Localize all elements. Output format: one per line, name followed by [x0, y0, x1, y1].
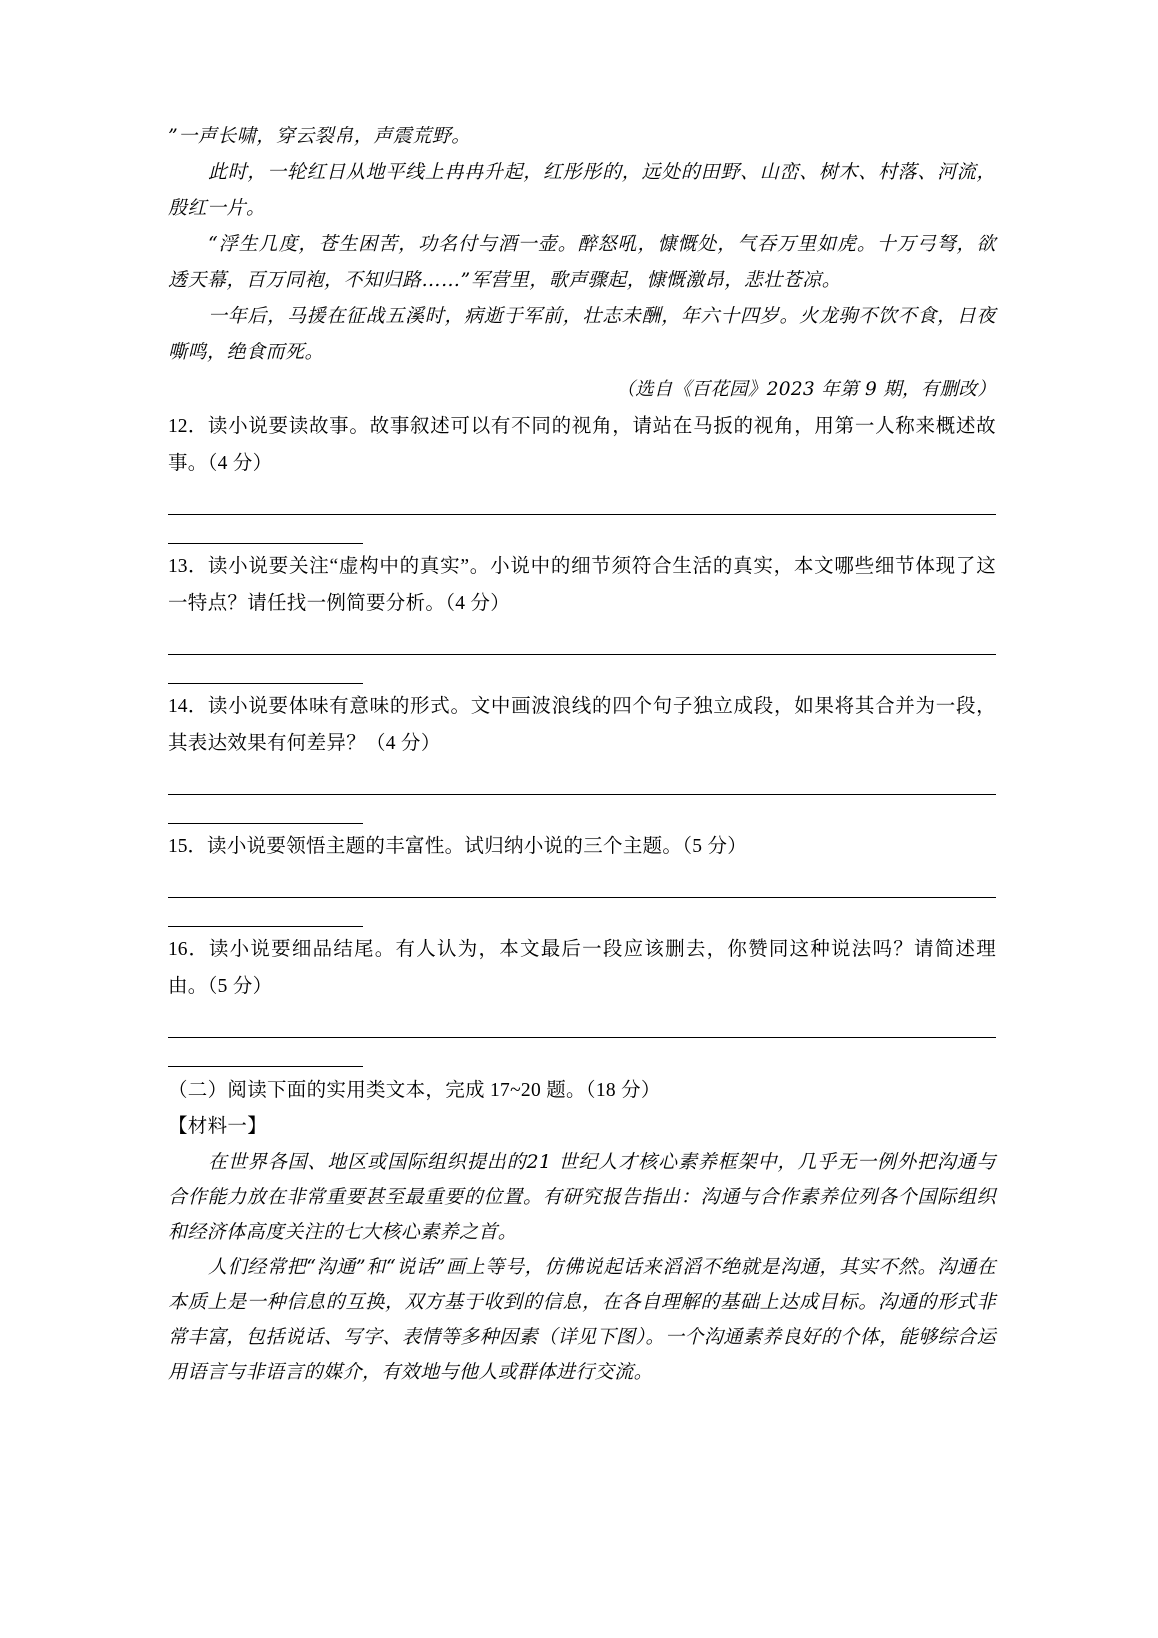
question-13: [168, 548, 996, 622]
story-paragraph-2: 此时，一轮红日从地平线上冉冉升起，红彤彤的，远处的田野、山峦、树木、村落、河流，殷红一片。: [168, 161, 996, 219]
answer-line[interactable]: [168, 515, 363, 544]
question-12-number: 12．: [168, 416, 208, 437]
story-source: （选自《百花园》2023 年第 9 期，有删改）: [616, 379, 996, 400]
question-14-text: 读小说要体味有意味的形式。文中画波浪线的四个句子独立成段，如果将其合并为一段，其表达效果有何差异？（4 分）: [168, 696, 996, 754]
question-16-text: 读小说要细品结尾。有人认为，本文最后一段应该删去，你赞同这种说法吗？请简述理由。（5 分）: [168, 939, 996, 997]
story-paragraph-4: 一年后，马援在征战五溪时，病逝于军前，壮志未酬，年六十四岁。火龙驹不饮不食，日夜嘶鸣，绝食而死。: [168, 305, 996, 363]
answer-line[interactable]: [168, 626, 996, 655]
question-16-number: 16．: [168, 939, 209, 960]
answer-line[interactable]: [168, 869, 996, 898]
answer-area-14[interactable]: [168, 766, 996, 824]
answer-line[interactable]: [168, 766, 996, 795]
question-14-number: 14．: [168, 696, 208, 717]
answer-area-15[interactable]: [168, 869, 996, 927]
question-13-number: 13．: [168, 556, 208, 577]
answer-line[interactable]: [168, 655, 363, 684]
question-15-text: 读小说要领悟主题的丰富性。试归纳小说的三个主题。（5 分）: [207, 836, 748, 857]
material-label: 【材料一】: [168, 1116, 268, 1137]
material-paragraph-2: 人们经常把“沟通”和“说话”画上等号，仿佛说起话来滔滔不绝就是沟通，其实不然。沟通在本质上是一种信息的互换，双方基于收到的信息，在各自理解的基础上达成目标。沟通的形式非常丰富，包括说话、写字、表情等多种因素（详见下图）。一个沟通素养良好的个体，能够综合运用语言与非语言的媒介，有效地与他人或群体进行交流。: [168, 1256, 996, 1383]
document-body: [168, 118, 996, 1390]
question-15: [168, 828, 996, 865]
question-12: [168, 408, 996, 482]
answer-line[interactable]: [168, 1038, 363, 1067]
question-16: [168, 931, 996, 1005]
question-13-text: 读小说要关注“虚构中的真实”。小说中的细节须符合生活的真实，本文哪些细节体现了这一特点？请任找一例简要分析。（4 分）: [168, 556, 996, 614]
answer-area-13[interactable]: [168, 626, 996, 684]
answer-line[interactable]: [168, 795, 363, 824]
question-14: [168, 688, 996, 762]
question-15-number: 15．: [168, 836, 208, 857]
answer-line[interactable]: [168, 1009, 996, 1038]
answer-line[interactable]: [168, 898, 363, 927]
question-12-text: 读小说要读故事。故事叙述可以有不同的视角，请站在马扳的视角，用第一人称来概述故事。（4 分）: [168, 416, 996, 474]
answer-area-12[interactable]: [168, 486, 996, 544]
section-heading: （二）阅读下面的实用类文本，完成 17~20 题。（18 分）: [168, 1080, 661, 1101]
story-line-1: ”一声长啸，穿云裂帛，声震荒野。: [168, 125, 471, 147]
answer-line[interactable]: [168, 486, 996, 515]
material-paragraph-1: 在世界各国、地区或国际组织提出的21 世纪人才核心素养框架中，几乎无一例外把沟通与合作能力放在非常重要甚至最重要的位置。有研究报告指出：沟通与合作素养位列各个国际组织和经济体高度关注的七大核心素养之首。: [168, 1151, 996, 1243]
answer-area-16[interactable]: [168, 1009, 996, 1067]
story-paragraph-3: “浮生几度，苍生困苦，功名付与酒一壶。醉怒吼，慷慨处，气吞万里如虎。十万弓弩，欲透天幕，百万同袍，不知归路……”军营里，歌声骤起，慷慨激昂，悲壮苍凉。: [168, 233, 996, 291]
